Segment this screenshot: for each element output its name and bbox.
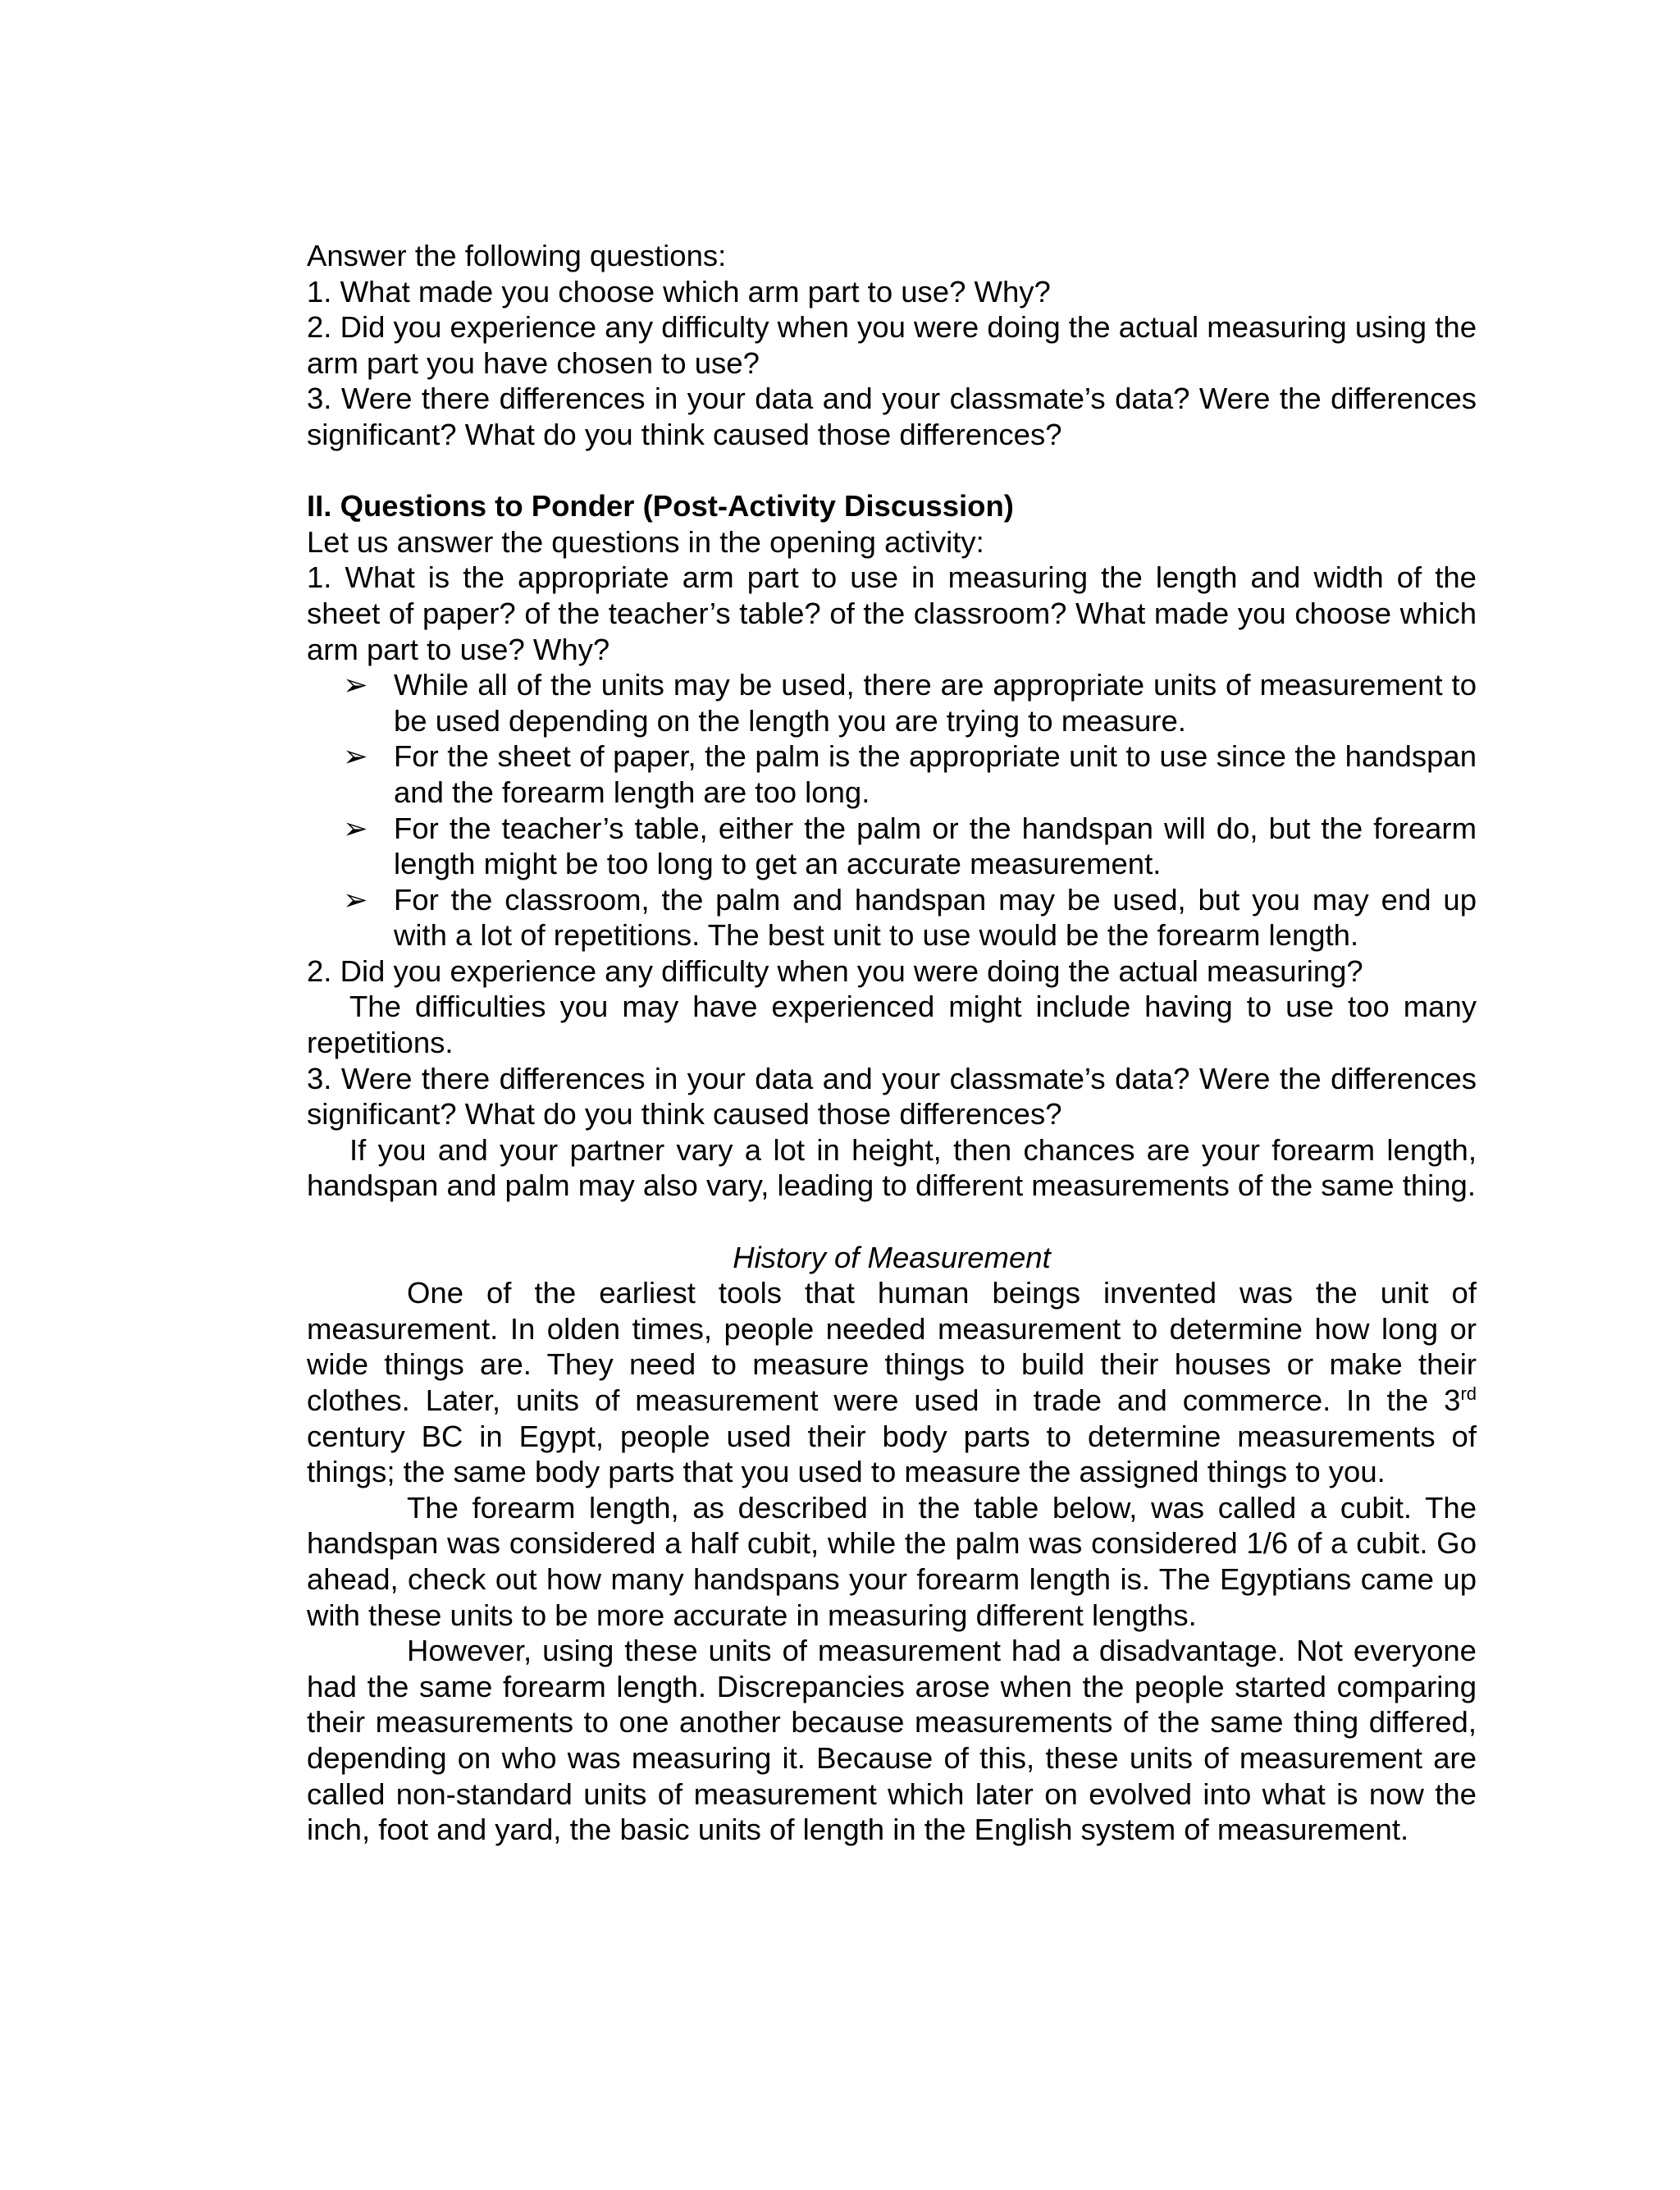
- bullet-text: For the classroom, the palm and handspan may be used, but you may end up with a lot of repetitions. The best unit to use would be the forearm length.: [394, 882, 1477, 953]
- arrow-bullet-icon: ➢: [343, 668, 368, 702]
- bullet-text: While all of the units may be used, there are appropriate units of measurement to be used depending on the length you are trying to measure.: [394, 668, 1477, 738]
- discussion-question-1: 1. What is the appropriate arm part to use in measuring the length and width of the sheet of paper? of the teacher’s table? of the classroom? What made you choose which arm part to use? Why?: [307, 560, 1477, 666]
- section-heading: II. Questions to Ponder (Post-Activity Discussion): [307, 489, 1014, 523]
- question-3: 3. Were there differences in your data and your classmate’s data? Were the differences significant? What do you think caused those differences?: [307, 382, 1477, 451]
- spacer: [307, 1204, 1477, 1240]
- list-item: [307, 811, 1477, 882]
- discussion-answer-2: The difficulties you may have experienced might include having to use too many repetitions.: [307, 990, 1477, 1060]
- bullet-text: For the teacher’s table, either the palm or the handspan will do, but the forearm length might be too long to get an accurate measurement.: [394, 811, 1477, 881]
- history-paragraph-2: The forearm length, as described in the table below, was called a cubit. The handspan was considered a half cubit, while the palm was considered 1/6 of a cubit. Go ahead, check out how many handspans your forearm length is. The Egyptians came up with these units to be more accurate in measuring different lengths.: [307, 1490, 1477, 1632]
- list-item: [307, 738, 1477, 810]
- answer-intro: Answer the following questions:: [307, 239, 727, 272]
- arrow-bullet-icon: ➢: [343, 811, 368, 845]
- history-paragraph-1: [307, 1275, 1477, 1490]
- document-page: [307, 238, 1477, 1848]
- list-item: [307, 882, 1477, 953]
- history-paragraph-3: However, using these units of measurement had a disadvantage. Not everyone had the same forearm length. Discrepancies arose when the people started comparing their measurements to one another because measurements of the same thing differed, depending on who was measuring it. Because of this, these units of measurement are called non-standard units of measurement which later on evolved into what is now the inch, foot and yard, the basic units of length in the English system of measurement.: [307, 1634, 1477, 1847]
- list-item: [307, 667, 1477, 738]
- bullet-text: For the sheet of paper, the palm is the appropriate unit to use since the handspan and the forearm length are too long.: [394, 739, 1477, 809]
- arrow-bullet-icon: ➢: [343, 739, 368, 774]
- discussion-answer-3: If you and your partner vary a lot in height, then chances are your forearm length, handspan and palm may also vary, leading to different measurements of the same thing.: [307, 1132, 1477, 1203]
- arrow-bullet-icon: ➢: [343, 882, 368, 917]
- ordinal-superscript: rd: [1460, 1383, 1477, 1404]
- discussion-question-3: 3. Were there differences in your data and your classmate’s data? Were the differences significant? What do you think caused those differences?: [307, 1061, 1477, 1132]
- history-paragraph-1-text-a: One of the earliest tools that human beings invented was the unit of measurement. In olden times, people needed measurement to determine how long or wide things are. They need to measure things to build their houses or make their clothes. Later, units of measurement were used in trade and commerce. In the 3: [307, 1276, 1477, 1417]
- question-2: 2. Did you experience any difficulty when you were doing the actual measuring using the arm part you have chosen to use?: [307, 310, 1477, 380]
- discussion-intro: Let us answer the questions in the opening activity:: [307, 524, 984, 559]
- question-1: 1. What made you choose which arm part to use? Why?: [307, 274, 1051, 309]
- spacer: [307, 453, 1477, 489]
- answer-bullet-list: [307, 667, 1477, 953]
- history-title: History of Measurement: [733, 1240, 1051, 1274]
- discussion-question-2: 2. Did you experience any difficulty when you were doing the actual measuring?: [307, 953, 1363, 988]
- history-paragraph-1-text-b: century BC in Egypt, people used their body parts to determine measurements of things; the same body parts that you used to measure the assigned things to you.: [307, 1419, 1477, 1489]
